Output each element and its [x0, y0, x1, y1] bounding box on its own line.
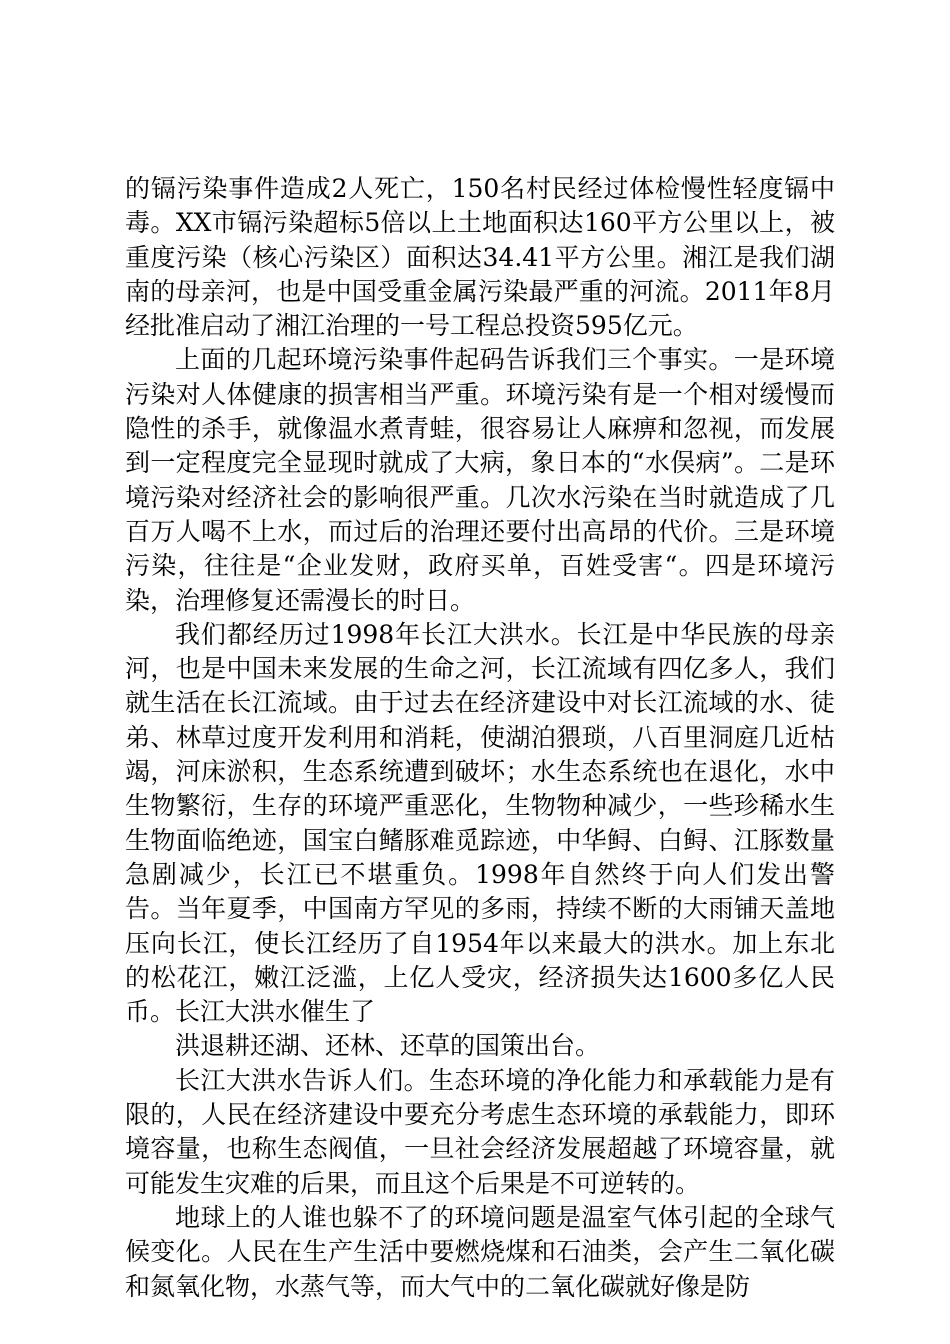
paragraph-1: 的镉污染事件造成2人死亡，150名村民经过体检慢性轻度镉中毒。XX市镉污染超标5倍以上土地面积达160平方公里以上，被重度污染（核心污染区）面积达34.41平方公里。湘江是我们湖南的母亲河，也是中国受重金属污染最严重的河流。2011年8月经批准启动了湘江治理的一号工程总投资595亿元。	[125, 174, 835, 341]
paragraph-3: 我们都经历过1998年长江大洪水。长江是中华民族的母亲河，也是中国未来发展的生命之河，长江流域有四亿多人，我们就生活在长江流域。由于过去在经济建设中对长江流域的水、徒弟、林草过度开发利用和消耗，使湖泊猥琐，八百里洞庭几近枯竭，河床淤积，生态系统遭到破坏；水生态系统也在退化，水中生物繁衍，生存的环境严重恶化，生物物种减少，一些珍稀水生生物面临绝迹，国宝白鳍豚难觅踪迹，中华鲟、白鲟、江豚数量急剧减少，长江已不堪重负。1998年自然终于向人们发出警告。当年夏季，中国南方罕见的多雨，持续不断的大雨铺天盖地压向长江，使长江经历了自1954年以来最大的洪水。加上东北的松花江，嫩江泛滥，上亿人受灾，经济损失达1600多亿人民币。长江大洪水催生了	[125, 619, 835, 1027]
paragraph-4: 洪退耕还湖、还林、还草的国策出台。	[175, 1031, 601, 1061]
body-text	[125, 172, 835, 1304]
paragraph-5: 长江大洪水告诉人们。生态环境的净化能力和承载能力是有限的，人民在经济建设中要充分考虑生态环境的承载能力，即环境容量，也称生态阀值，一旦社会经济发展超越了环境容量，就可能发生灾难的后果，而且这个后果是不可逆转的。	[125, 1065, 835, 1198]
paragraph-6: 地球上的人谁也躲不了的环境问题是温室气体引起的全球气候变化。人民在生产生活中要燃烧煤和石油类，会产生二氧化碳和氮氧化物，水蒸气等，而大气中的二氧化碳就好像是防	[125, 1202, 835, 1301]
paragraph-2: 上面的几起环境污染事件起码告诉我们三个事实。一是环境污染对人体健康的损害相当严重。环境污染有是一个相对缓慢而隐性的杀手，就像温水煮青蛙，很容易让人麻痹和忽视，而发展到一定程度完全显现时就成了大病，象日本的“水俣病”。二是环境污染对经济社会的影响很严重。几次水污染在当时就造成了几百万人喝不上水，而过后的治理还要付出高昂的代价。三是环境污染，往往是“企业发财，政府买单，百姓受害“。四是环境污染，治理修复还需漫长的时日。	[125, 345, 835, 615]
